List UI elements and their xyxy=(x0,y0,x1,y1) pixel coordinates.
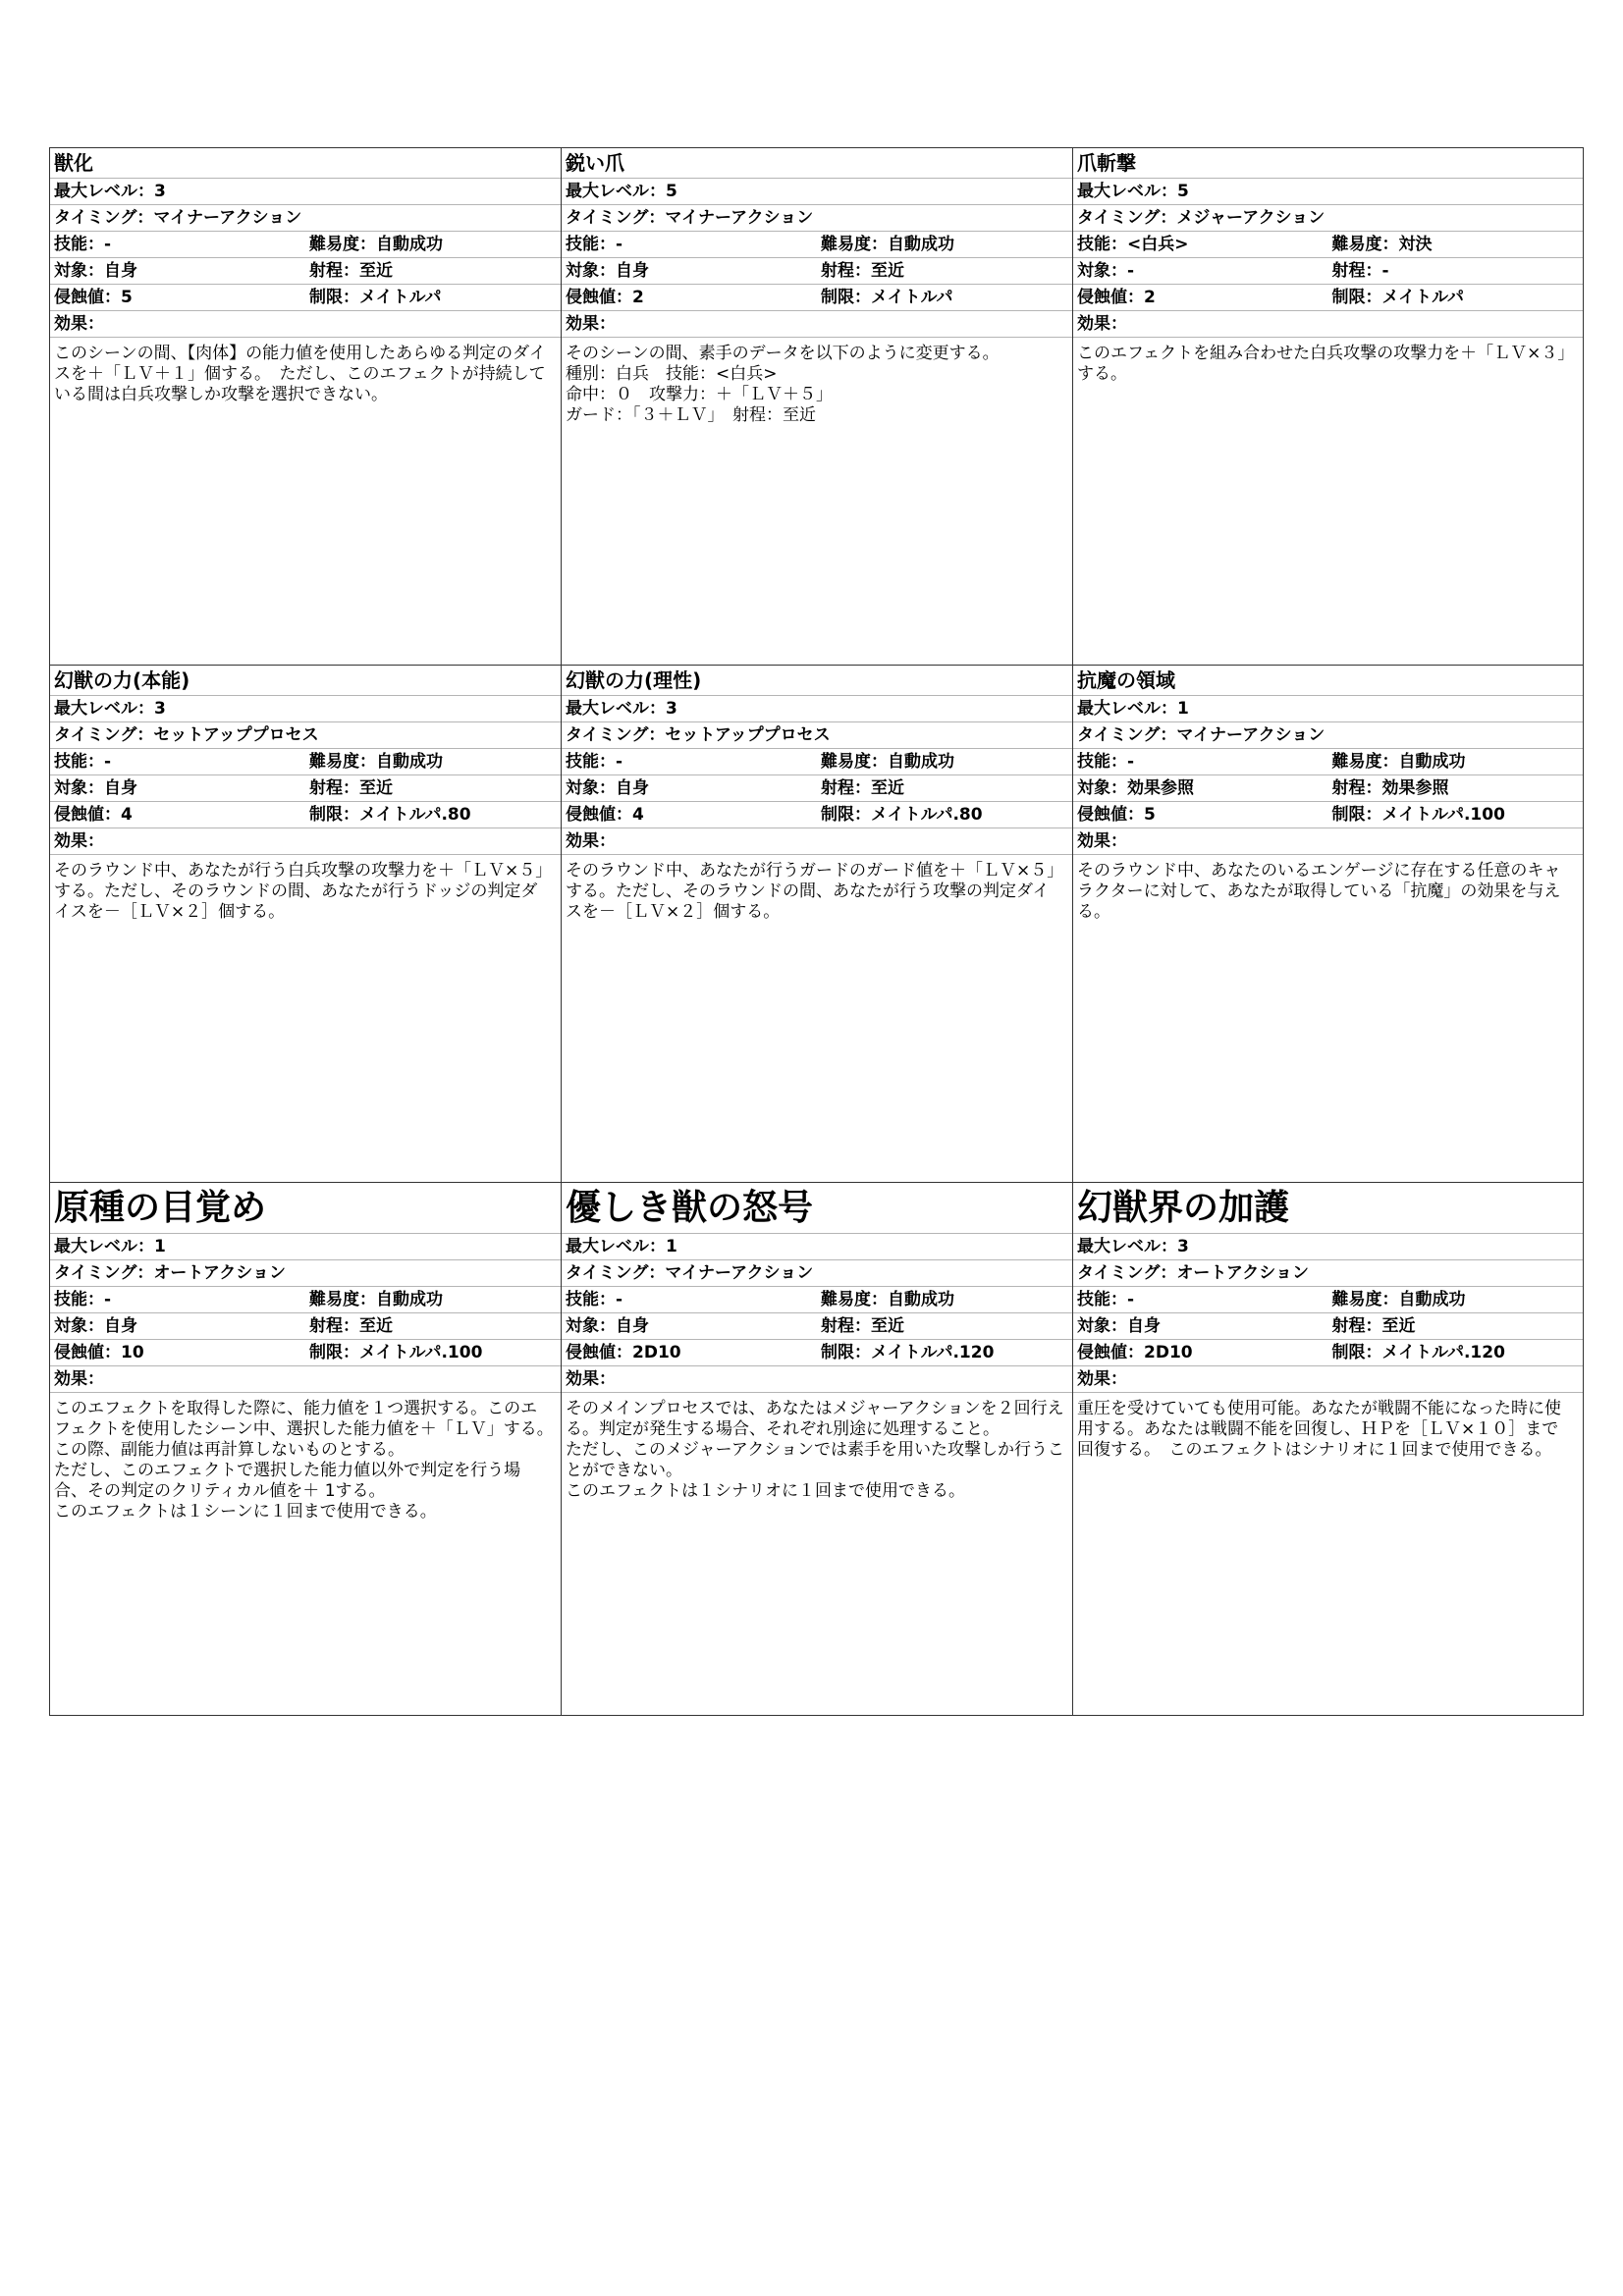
timing-value: オートアクション xyxy=(1176,1263,1309,1283)
skill-difficulty-row xyxy=(50,749,561,775)
erosion-label: 侵蝕値： xyxy=(54,1343,121,1362)
skill-difficulty-row xyxy=(1073,1287,1583,1313)
timing-label: タイミング： xyxy=(54,208,154,228)
range-label: 射程： xyxy=(1331,1316,1382,1336)
difficulty-value: 自動成功 xyxy=(1398,752,1466,772)
limit-label: 制限： xyxy=(1331,288,1382,307)
target-cell xyxy=(50,775,305,801)
timing-row xyxy=(1073,722,1583,749)
target-value: 自身 xyxy=(104,778,137,798)
target-cell xyxy=(1073,1313,1328,1339)
range-label: 射程： xyxy=(309,778,359,798)
range-cell xyxy=(305,775,561,801)
range-cell xyxy=(817,258,1072,284)
effect-card xyxy=(50,1183,562,1715)
skill-value: - xyxy=(1127,752,1135,772)
erosion-cell xyxy=(1073,285,1328,310)
skill-difficulty-row xyxy=(50,232,561,258)
limit-cell xyxy=(817,1340,1072,1365)
card-title: 抗魔の領域 xyxy=(1073,666,1583,696)
limit-label: 制限： xyxy=(1331,1343,1382,1362)
max-level-label: 最大レベル： xyxy=(1077,1237,1177,1256)
range-cell xyxy=(817,1313,1072,1339)
effect-header: 効果： xyxy=(1073,311,1583,338)
limit-label: 制限： xyxy=(309,288,359,307)
effect-card xyxy=(562,1183,1073,1715)
max-level-value: 5 xyxy=(1177,182,1189,201)
difficulty-value: 自動成功 xyxy=(888,752,954,772)
difficulty-label: 難易度： xyxy=(1331,1290,1399,1309)
effect-text: このエフェクトを組み合わせた白兵攻撃の攻撃力を＋「ＬＶ×３」する。 xyxy=(1077,344,1575,384)
effect-text: このシーンの間、【肉体】の能力値を使用したあらゆる判定のダイスを＋「ＬＶ＋１」個する。 ただし、このエフェクトが持続している間は白兵攻撃しか攻撃を選択できない。 xyxy=(54,344,546,404)
limit-value: メイトルパ.120 xyxy=(1381,1343,1505,1362)
max-level-label: 最大レベル： xyxy=(566,182,666,201)
difficulty-label: 難易度： xyxy=(821,752,888,772)
difficulty-label: 難易度： xyxy=(1331,752,1399,772)
skill-value: - xyxy=(104,235,112,254)
skill-cell xyxy=(50,749,305,774)
target-range-row xyxy=(562,1313,1072,1340)
target-label: 対象： xyxy=(1077,1316,1127,1336)
erosion-limit-row xyxy=(50,802,561,828)
erosion-value: 5 xyxy=(121,288,133,307)
skill-label: 技能： xyxy=(566,752,616,772)
range-cell xyxy=(305,1313,561,1339)
range-label: 射程： xyxy=(1331,778,1382,798)
max-level-row xyxy=(562,1234,1072,1260)
skill-difficulty-row xyxy=(1073,232,1583,258)
skill-difficulty-row xyxy=(562,1287,1072,1313)
skill-value: - xyxy=(1127,1290,1135,1309)
skill-cell xyxy=(1073,232,1328,257)
erosion-cell xyxy=(562,802,817,828)
card-title: 鋭い爪 xyxy=(562,148,1072,179)
erosion-value: 2D10 xyxy=(632,1343,681,1362)
target-value: 効果参照 xyxy=(1127,778,1194,798)
limit-label: 制限： xyxy=(821,288,871,307)
difficulty-cell xyxy=(305,232,561,257)
skill-cell xyxy=(1073,1287,1328,1312)
timing-value: マイナーアクション xyxy=(665,1263,814,1283)
skill-value: - xyxy=(616,1290,623,1309)
range-label: 射程： xyxy=(821,778,871,798)
effect-header: 効果： xyxy=(1073,828,1583,855)
range-value: 至近 xyxy=(1381,1316,1416,1336)
timing-label: タイミング： xyxy=(1077,208,1177,228)
card-title: 爪斬撃 xyxy=(1073,148,1583,179)
max-level-label: 最大レベル： xyxy=(566,699,666,719)
range-cell xyxy=(305,258,561,284)
range-value: 至近 xyxy=(871,1316,904,1336)
difficulty-cell xyxy=(1328,1287,1584,1312)
erosion-label: 侵蝕値： xyxy=(566,1343,632,1362)
skill-difficulty-row xyxy=(562,749,1072,775)
effect-header: 効果： xyxy=(562,828,1072,855)
max-level-label: 最大レベル： xyxy=(54,699,154,719)
max-level-value: 3 xyxy=(154,182,166,201)
limit-value: メイトルパ xyxy=(871,288,953,307)
timing-value: マイナーアクション xyxy=(1176,725,1325,745)
erosion-limit-row xyxy=(50,285,561,311)
effect-card xyxy=(1073,1183,1583,1715)
max-level-value: 3 xyxy=(1177,1237,1189,1256)
range-label: 射程： xyxy=(309,1316,359,1336)
erosion-limit-row xyxy=(1073,802,1583,828)
effect-text: そのメインプロセスでは、あなたはメジャーアクションを２回行える。判定が発生する場合、それぞれ別途に処理すること。 ただし、このメジャーアクションでは素手を用いた攻撃しか行うことができない。 このエフェクトは１シナリオに１回まで使用できる。 xyxy=(566,1399,1064,1501)
skill-label: 技能： xyxy=(566,1290,616,1309)
erosion-value: 2 xyxy=(632,288,644,307)
card-title: 幻獣界の加護 xyxy=(1073,1183,1583,1234)
difficulty-label: 難易度： xyxy=(821,235,888,254)
erosion-cell xyxy=(562,1340,817,1365)
limit-value: メイトルパ xyxy=(1381,288,1464,307)
skill-cell xyxy=(1073,749,1328,774)
card-row xyxy=(50,1183,1583,1715)
erosion-cell xyxy=(1073,1340,1328,1365)
skill-value: - xyxy=(104,752,112,772)
limit-value: メイトルパ.120 xyxy=(871,1343,995,1362)
difficulty-label: 難易度： xyxy=(309,235,376,254)
erosion-cell xyxy=(50,1340,305,1365)
effect-card xyxy=(50,148,562,666)
max-level-row xyxy=(50,1234,561,1260)
target-cell xyxy=(562,775,817,801)
target-range-row xyxy=(50,1313,561,1340)
skill-label: 技能： xyxy=(566,235,616,254)
difficulty-value: 自動成功 xyxy=(888,1290,954,1309)
difficulty-value: 自動成功 xyxy=(1398,1290,1466,1309)
card-title: 優しき獣の怒号 xyxy=(562,1183,1072,1234)
timing-label: タイミング： xyxy=(566,208,666,228)
effect-card xyxy=(562,666,1073,1183)
skill-value: - xyxy=(616,235,623,254)
effect-text: そのラウンド中、あなたのいるエンゲージに存在する任意のキャラクターに対して、あなたが取得している「抗魔」の効果を与える。 xyxy=(1077,861,1561,922)
timing-label: タイミング： xyxy=(54,725,154,745)
timing-value: セットアッププロセス xyxy=(665,725,831,745)
difficulty-cell xyxy=(817,1287,1072,1312)
timing-label: タイミング： xyxy=(566,725,666,745)
effect-card xyxy=(1073,148,1583,666)
range-value: 至近 xyxy=(359,261,393,281)
max-level-value: 1 xyxy=(154,1237,166,1256)
difficulty-cell xyxy=(817,749,1072,774)
timing-value: セットアッププロセス xyxy=(153,725,319,745)
skill-value: - xyxy=(104,1290,112,1309)
skill-label: 技能： xyxy=(54,752,104,772)
skill-label: 技能： xyxy=(54,1290,104,1309)
erosion-limit-row xyxy=(562,802,1072,828)
skill-label: 技能： xyxy=(1077,235,1127,254)
effect-card xyxy=(50,666,562,1183)
target-cell xyxy=(1073,775,1328,801)
limit-value: メイトルパ.100 xyxy=(1381,805,1505,825)
target-cell xyxy=(50,1313,305,1339)
skill-difficulty-row xyxy=(50,1287,561,1313)
skill-value: <白兵> xyxy=(1127,235,1189,254)
limit-value: メイトルパ.80 xyxy=(871,805,983,825)
limit-cell xyxy=(305,1340,561,1365)
limit-cell xyxy=(1328,802,1584,828)
target-range-row xyxy=(50,258,561,285)
range-value: - xyxy=(1381,261,1389,281)
target-value: 自身 xyxy=(616,1316,649,1336)
erosion-value: 10 xyxy=(121,1343,144,1362)
target-value: 自身 xyxy=(616,261,649,281)
limit-value: メイトルパ.80 xyxy=(359,805,471,825)
target-value: 自身 xyxy=(104,1316,137,1336)
effect-text: そのラウンド中、あなたが行うガードのガード値を＋「ＬＶ×５」する。ただし、そのラウンドの間、あなたが行う攻撃の判定ダイスを－［ＬＶ×２］個する。 xyxy=(566,861,1064,922)
target-label: 対象： xyxy=(54,261,104,281)
target-range-row xyxy=(562,775,1072,802)
card-row xyxy=(50,148,1583,666)
range-label: 射程： xyxy=(1331,261,1382,281)
target-label: 対象： xyxy=(1077,261,1127,281)
difficulty-value: 自動成功 xyxy=(376,752,443,772)
erosion-limit-row xyxy=(1073,1340,1583,1366)
limit-value: メイトルパ xyxy=(359,288,442,307)
max-level-value: 3 xyxy=(666,699,677,719)
limit-label: 制限： xyxy=(309,805,359,825)
effect-text: そのラウンド中、あなたが行う白兵攻撃の攻撃力を＋「ＬＶ×５」する。ただし、そのラウンドの間、あなたが行うドッジの判定ダイスを－［ＬＶ×２］個する。 xyxy=(54,861,553,922)
difficulty-cell xyxy=(817,232,1072,257)
effect-header: 効果： xyxy=(562,1366,1072,1393)
difficulty-value: 対決 xyxy=(1398,235,1433,254)
range-label: 射程： xyxy=(309,261,359,281)
skill-label: 技能： xyxy=(54,235,104,254)
limit-label: 制限： xyxy=(821,805,871,825)
range-label: 射程： xyxy=(821,261,871,281)
erosion-cell xyxy=(1073,802,1328,828)
erosion-limit-row xyxy=(1073,285,1583,311)
limit-cell xyxy=(305,285,561,310)
target-label: 対象： xyxy=(54,1316,104,1336)
range-value: 至近 xyxy=(359,778,393,798)
max-level-value: 1 xyxy=(1177,699,1189,719)
range-cell xyxy=(1328,258,1584,284)
limit-cell xyxy=(1328,1340,1584,1365)
timing-label: タイミング： xyxy=(1077,1263,1177,1283)
range-value: 至近 xyxy=(871,778,904,798)
difficulty-label: 難易度： xyxy=(1331,235,1399,254)
erosion-label: 侵蝕値： xyxy=(54,805,121,825)
max-level-value: 1 xyxy=(666,1237,677,1256)
skill-label: 技能： xyxy=(1077,752,1127,772)
difficulty-cell xyxy=(1328,232,1584,257)
range-cell xyxy=(1328,775,1584,801)
erosion-label: 侵蝕値： xyxy=(566,288,632,307)
timing-row xyxy=(1073,1260,1583,1287)
limit-cell xyxy=(305,802,561,828)
effect-header: 効果： xyxy=(50,828,561,855)
timing-label: タイミング： xyxy=(54,1263,154,1283)
range-value: 至近 xyxy=(359,1316,393,1336)
skill-cell xyxy=(50,232,305,257)
erosion-value: 2D10 xyxy=(1144,1343,1193,1362)
max-level-row xyxy=(1073,696,1583,722)
timing-value: メジャーアクション xyxy=(1176,208,1325,228)
erosion-label: 侵蝕値： xyxy=(1077,1343,1144,1362)
card-title: 原種の目覚め xyxy=(50,1183,561,1234)
target-label: 対象： xyxy=(566,1316,616,1336)
timing-row xyxy=(562,1260,1072,1287)
erosion-limit-row xyxy=(562,285,1072,311)
timing-row xyxy=(50,722,561,749)
erosion-value: 2 xyxy=(1144,288,1156,307)
target-cell xyxy=(562,1313,817,1339)
effect-card xyxy=(562,148,1073,666)
max-level-value: 5 xyxy=(666,182,677,201)
timing-row xyxy=(1073,205,1583,232)
max-level-row xyxy=(1073,1234,1583,1260)
limit-cell xyxy=(1328,285,1584,310)
timing-value: オートアクション xyxy=(153,1263,286,1283)
erosion-value: 4 xyxy=(632,805,644,825)
erosion-label: 侵蝕値： xyxy=(566,805,632,825)
target-cell xyxy=(562,258,817,284)
range-label: 射程： xyxy=(821,1316,871,1336)
difficulty-label: 難易度： xyxy=(309,752,376,772)
max-level-row xyxy=(562,179,1072,205)
target-range-row xyxy=(1073,1313,1583,1340)
timing-row xyxy=(562,722,1072,749)
effect-text: このエフェクトを取得した際に、能力値を１つ選択する。このエフェクトを使用したシーン中、選択した能力値を＋「ＬＶ」する。 この際、副能力値は再計算しないものとする。 ただし、このエフェクトで選択した能力値以外で判定を行う場合、その判定のクリティカル値を＋ 1する。 このエフェクトは１シーンに１回まで使用できる。 xyxy=(54,1399,546,1522)
difficulty-value: 自動成功 xyxy=(888,235,954,254)
difficulty-label: 難易度： xyxy=(309,1290,376,1309)
max-level-value: 3 xyxy=(154,699,166,719)
limit-cell xyxy=(817,285,1072,310)
limit-label: 制限： xyxy=(1331,805,1382,825)
timing-row xyxy=(50,205,561,232)
timing-value: マイナーアクション xyxy=(153,208,302,228)
effect-header: 効果： xyxy=(562,311,1072,338)
timing-row xyxy=(562,205,1072,232)
max-level-row xyxy=(562,696,1072,722)
effect-text: 重圧を受けていても使用可能。あなたが戦闘不能になった時に使用する。あなたは戦闘不能を回復し、ＨＰを［ＬＶ×１０］まで回復する。 このエフェクトはシナリオに１回まで使用できる。 xyxy=(1077,1399,1561,1460)
target-value: 自身 xyxy=(616,778,649,798)
max-level-label: 最大レベル： xyxy=(566,1237,666,1256)
skill-label: 技能： xyxy=(1077,1290,1127,1309)
limit-label: 制限： xyxy=(821,1343,871,1362)
difficulty-cell xyxy=(305,1287,561,1312)
difficulty-value: 自動成功 xyxy=(376,1290,443,1309)
erosion-value: 5 xyxy=(1144,805,1156,825)
card-title: 幻獣の力(理性) xyxy=(562,666,1072,696)
skill-difficulty-row xyxy=(1073,749,1583,775)
skill-cell xyxy=(562,232,817,257)
range-cell xyxy=(1328,1313,1584,1339)
card-row xyxy=(50,666,1583,1183)
erosion-limit-row xyxy=(562,1340,1072,1366)
effect-text: そのシーンの間、素手のデータを以下のように変更する。 種別：白兵 技能：<白兵> 命中：０ 攻撃力：＋「ＬＶ＋５」 ガード：「３＋ＬＶ」 射程：至近 xyxy=(566,344,1000,425)
target-value: 自身 xyxy=(1127,1316,1161,1336)
skill-cell xyxy=(562,1287,817,1312)
erosion-cell xyxy=(50,285,305,310)
skill-value: - xyxy=(616,752,623,772)
erosion-label: 侵蝕値： xyxy=(1077,805,1144,825)
range-cell xyxy=(817,775,1072,801)
effect-header: 効果： xyxy=(50,1366,561,1393)
effect-card-sheet xyxy=(49,147,1584,1716)
difficulty-value: 自動成功 xyxy=(376,235,443,254)
effect-card xyxy=(1073,666,1583,1183)
erosion-limit-row xyxy=(50,1340,561,1366)
skill-difficulty-row xyxy=(562,232,1072,258)
range-value: 効果参照 xyxy=(1381,778,1449,798)
max-level-label: 最大レベル： xyxy=(54,1237,154,1256)
max-level-row xyxy=(50,696,561,722)
timing-label: タイミング： xyxy=(1077,725,1177,745)
limit-value: メイトルパ.100 xyxy=(359,1343,483,1362)
target-range-row xyxy=(50,775,561,802)
max-level-label: 最大レベル： xyxy=(54,182,154,201)
erosion-label: 侵蝕値： xyxy=(54,288,121,307)
timing-value: マイナーアクション xyxy=(665,208,814,228)
max-level-label: 最大レベル： xyxy=(1077,182,1177,201)
target-label: 対象： xyxy=(566,778,616,798)
max-level-row xyxy=(1073,179,1583,205)
erosion-cell xyxy=(50,802,305,828)
target-range-row xyxy=(1073,258,1583,285)
effect-header: 効果： xyxy=(1073,1366,1583,1393)
skill-cell xyxy=(562,749,817,774)
max-level-row xyxy=(50,179,561,205)
max-level-label: 最大レベル： xyxy=(1077,699,1177,719)
difficulty-cell xyxy=(1328,749,1584,774)
effect-header: 効果： xyxy=(50,311,561,338)
erosion-label: 侵蝕値： xyxy=(1077,288,1144,307)
target-range-row xyxy=(562,258,1072,285)
target-value: - xyxy=(1127,261,1135,281)
difficulty-label: 難易度： xyxy=(821,1290,888,1309)
limit-label: 制限： xyxy=(309,1343,359,1362)
limit-cell xyxy=(817,802,1072,828)
timing-row xyxy=(50,1260,561,1287)
target-cell xyxy=(1073,258,1328,284)
target-label: 対象： xyxy=(1077,778,1127,798)
range-value: 至近 xyxy=(871,261,904,281)
erosion-value: 4 xyxy=(121,805,133,825)
target-label: 対象： xyxy=(54,778,104,798)
target-range-row xyxy=(1073,775,1583,802)
erosion-cell xyxy=(562,285,817,310)
difficulty-cell xyxy=(305,749,561,774)
target-cell xyxy=(50,258,305,284)
timing-label: タイミング： xyxy=(566,1263,666,1283)
card-title: 幻獣の力(本能) xyxy=(50,666,561,696)
target-label: 対象： xyxy=(566,261,616,281)
target-value: 自身 xyxy=(104,261,137,281)
skill-cell xyxy=(50,1287,305,1312)
card-title: 獣化 xyxy=(50,148,561,179)
